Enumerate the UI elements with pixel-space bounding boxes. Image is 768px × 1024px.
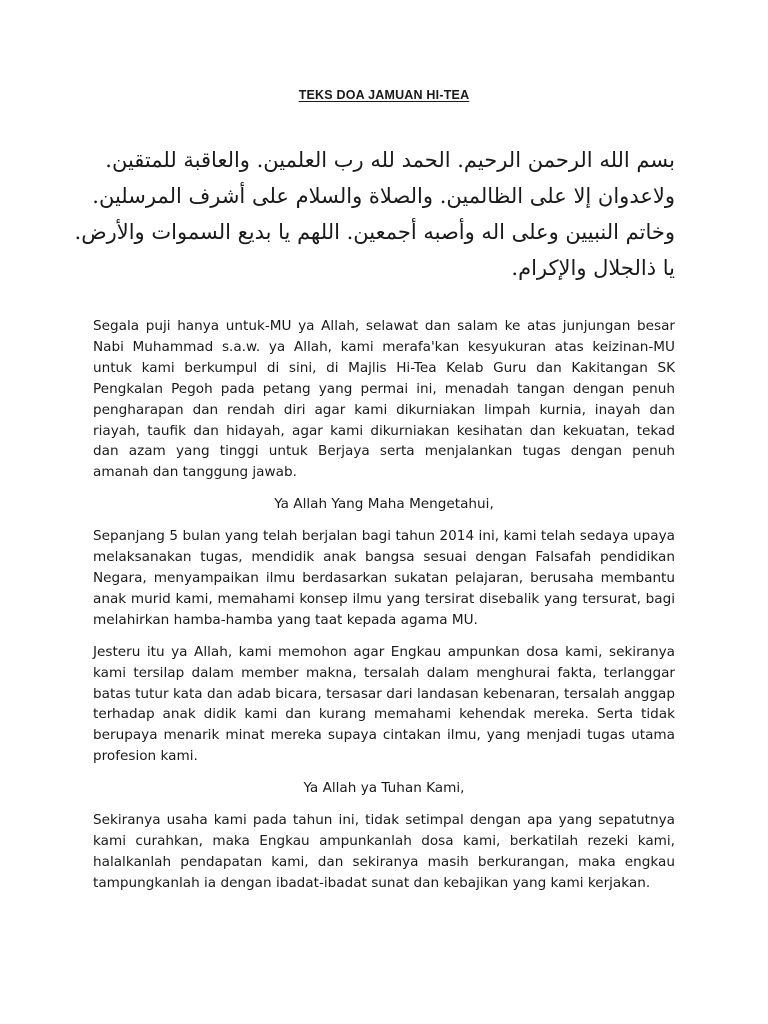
arabic-prayer [74, 142, 675, 286]
document-page [74, 0, 675, 1024]
document-title: TEKS DOA JAMUAN HI-TEA [298, 88, 470, 102]
invocation-heading: Ya Allah ya Tuhan Kami, [303, 780, 465, 797]
arabic-line: وخاتم النبيين وعلى اله وأصبه أجمعين. اللهم يا بديع السموات والأرض. [74, 220, 675, 244]
arabic-line: ولاعدوان إلا على الظالمين. والصلاة والسلام على أشرف المرسلين. [92, 184, 675, 208]
arabic-line: بسم الله الرحمن الرحيم. الحمد لله رب العلمين. والعاقبة للمتقين. [105, 148, 675, 172]
paragraph-efforts: Sepanjang 5 bulan yang telah berjalan bagi tahun 2014 ini, kami telah sedaya upaya melaksanakan tugas, mendidik anak bangsa sesuai dengan Falsafah pendidikan Negara, menyampaikan ilmu berdasarkan sukatan pelajaran, berusaha membantu anak murid kami, memahami konsep ilmu yang tersirat disebalik yang tersurat, bagi melahirkan hamba-hamba yang taat kepada agama MU. [93, 528, 675, 628]
invocation-heading: Ya Allah Yang Maha Mengetahui, [274, 496, 494, 513]
paragraph-forgiveness: Jesteru itu ya Allah, kami memohon agar Engkau ampunkan dosa kami, sekiranya kami tersilap dalam member makna, tersalah dalam menghurai fakta, terlanggar batas tutur kata dan adab bicara, tersasar dari landasan kebenaran, tersalah anggap terhadap anak didik kami dan kurang memahami kehendak mereka. Serta tidak berupaya menarik minat mereka supaya cintakan ilmu, yang menjadi tugas utama profesion kami. [93, 643, 675, 765]
paragraph-opening: Segala puji hanya untuk-MU ya Allah, selawat dan salam ke atas junjungan besar Nabi Muhammad s.a.w. ya Allah, kami merafa'kan kesyukuran atas keizinan-MU untuk kami berkumpul di sini, di Majlis Hi-Tea Kelab Guru dan Kakitangan SK Pengkalan Pegoh pada petang yang permai ini, menadah tangan dengan penuh pengharapan dan rendah diri agar kami dikurniakan limpah kurnia, inayah dan riayah, taufik dan hidayah, agar kami dikurniakan kesihatan dan kekuatan, tekad dan azam yang tinggi untuk Berjaya serta menjalankan tugas dengan penuh amanah dan tanggung jawab. [93, 318, 675, 481]
arabic-line: يا ذالجلال والإكرام. [511, 256, 675, 280]
paragraph-blessings: Sekiranya usaha kami pada tahun ini, tidak setimpal dengan apa yang sepatutnya kami curahkan, maka Engkau ampunkanlah dosa kami, berkatilah rezeki kami, halalkanlah pendapatan kami, dan sekiranya masih berkurangan, maka engkau tampungkanlah ia dengan ibadat-ibadat sunat dan kebajikan yang kami kerjakan. [93, 812, 675, 891]
prayer-body [93, 316, 675, 905]
